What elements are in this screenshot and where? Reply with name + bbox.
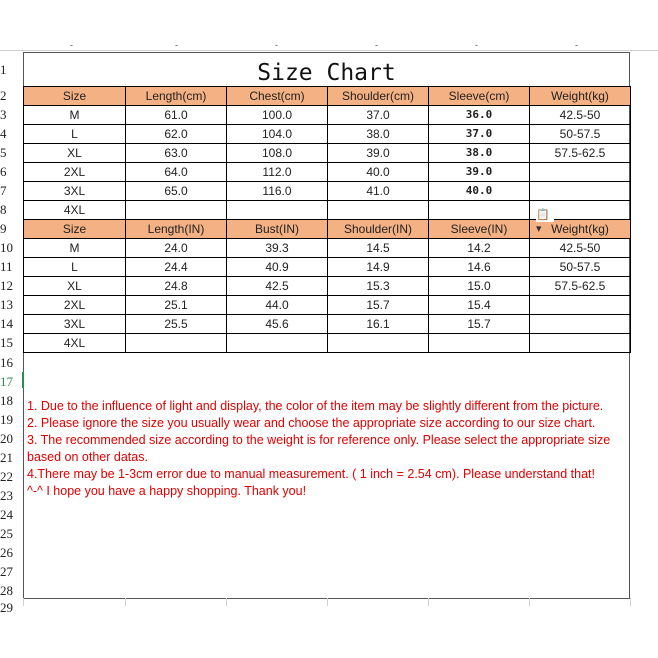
table-cell[interactable]: L <box>24 258 126 277</box>
table-cell[interactable] <box>530 334 631 353</box>
table-cell[interactable] <box>126 201 227 220</box>
row-number[interactable]: 5 <box>0 145 7 160</box>
row-number[interactable]: 20 <box>0 431 13 446</box>
table-cell[interactable]: 40.0 <box>328 163 429 182</box>
table-cell[interactable]: 45.6 <box>227 315 328 334</box>
row-number[interactable]: 14 <box>0 316 13 331</box>
table-cell[interactable]: 15.7 <box>429 315 530 334</box>
table-cell[interactable]: 14.2 <box>429 239 530 258</box>
table-row <box>24 315 631 334</box>
table-cell[interactable]: 62.0 <box>126 125 227 144</box>
table-row <box>24 125 631 144</box>
note-line: 1. Due to the influence of light and display, the color of the item may be slightly different from the picture. <box>27 399 604 413</box>
row-number[interactable]: 7 <box>0 183 7 198</box>
page-title: Size Chart <box>257 60 396 86</box>
table-cell[interactable]: M <box>24 239 126 258</box>
row-number[interactable]: 24 <box>0 507 13 522</box>
clipboard-icon[interactable]: 📋▾ <box>536 208 554 222</box>
row-number[interactable]: 16 <box>0 355 13 370</box>
row-number[interactable]: 25 <box>0 526 13 541</box>
table-cell[interactable]: 15.3 <box>328 277 429 296</box>
table-cell[interactable]: 14.6 <box>429 258 530 277</box>
row-number[interactable]: 9 <box>0 221 7 236</box>
table-cell[interactable]: 14.5 <box>328 239 429 258</box>
note-line: 4.There may be 1-3cm error due to manual measurement. ( 1 inch = 2.54 cm). Please understand that! <box>27 467 595 481</box>
table-cell[interactable] <box>328 334 429 353</box>
table-cell[interactable]: 36.0 <box>429 106 530 125</box>
row-number[interactable]: 13 <box>0 297 13 312</box>
table-cell[interactable]: 61.0 <box>126 106 227 125</box>
table-cell[interactable]: 57.5-62.5 <box>530 277 631 296</box>
table-cell[interactable]: 40.9 <box>227 258 328 277</box>
table-row <box>24 334 631 353</box>
column-header[interactable]: Bust(IN) <box>227 220 328 239</box>
column-header[interactable]: Sleeve(cm) <box>429 87 530 106</box>
row-number[interactable]: 22 <box>0 469 13 484</box>
column-header[interactable]: Sleeve(IN) <box>429 220 530 239</box>
table-header-row <box>24 87 631 106</box>
table-cell[interactable]: XL <box>24 144 126 163</box>
row-number[interactable]: 4 <box>0 126 7 141</box>
table-cell[interactable] <box>126 334 227 353</box>
table-cell[interactable]: 104.0 <box>227 125 328 144</box>
table-cell[interactable]: 63.0 <box>126 144 227 163</box>
table-cell[interactable]: M <box>24 106 126 125</box>
table-cell[interactable]: 41.0 <box>328 182 429 201</box>
table-cell[interactable]: 4XL <box>24 334 126 353</box>
table-cell[interactable]: 39.3 <box>227 239 328 258</box>
row-number[interactable]: 12 <box>0 278 13 293</box>
row-number[interactable]: 2 <box>0 88 7 103</box>
table-cell[interactable]: 57.5-62.5 <box>530 144 631 163</box>
row-number[interactable]: 18 <box>0 393 13 408</box>
column-header[interactable]: Size <box>24 220 126 239</box>
table-cell[interactable]: 15.7 <box>328 296 429 315</box>
column-header[interactable]: Chest(cm) <box>227 87 328 106</box>
table-cell[interactable]: 50-57.5 <box>530 125 631 144</box>
table-cell[interactable] <box>429 334 530 353</box>
table-cell[interactable]: 38.0 <box>328 125 429 144</box>
row-number[interactable]: 27 <box>0 564 13 579</box>
size-table-inch <box>23 219 631 353</box>
table-cell[interactable] <box>227 334 328 353</box>
note-line: 2. Please ignore the size you usually wear and choose the appropriate size according to our size chart. <box>27 416 596 430</box>
column-header[interactable]: Weight(kg) <box>530 87 631 106</box>
table-cell[interactable]: 65.0 <box>126 182 227 201</box>
column-header-strip: - - - - - - <box>0 40 658 51</box>
active-cell-cursor <box>22 372 24 388</box>
table-cell[interactable]: 108.0 <box>227 144 328 163</box>
column-header[interactable]: Shoulder(cm) <box>328 87 429 106</box>
table-cell[interactable]: 25.1 <box>126 296 227 315</box>
table-cell[interactable]: 25.5 <box>126 315 227 334</box>
table-cell[interactable] <box>227 201 328 220</box>
table-cell[interactable] <box>530 163 631 182</box>
column-header[interactable]: Size <box>24 87 126 106</box>
table-cell[interactable]: XL <box>24 277 126 296</box>
table-cell[interactable] <box>530 315 631 334</box>
size-table-cm <box>23 86 631 220</box>
table-cell[interactable]: 64.0 <box>126 163 227 182</box>
row-number[interactable]: 21 <box>0 450 13 465</box>
table-cell[interactable]: 16.1 <box>328 315 429 334</box>
table-row <box>24 296 631 315</box>
table-row <box>24 144 631 163</box>
table-cell[interactable] <box>328 201 429 220</box>
row-number[interactable]: 28 <box>0 583 13 598</box>
table-cell[interactable]: 44.0 <box>227 296 328 315</box>
table-row <box>24 239 631 258</box>
row-number[interactable]: 29 <box>0 600 13 615</box>
table-cell[interactable]: 15.0 <box>429 277 530 296</box>
table-cell[interactable]: 112.0 <box>227 163 328 182</box>
note-line: 3. The recommended size according to the weight is for reference only. Please select the appropriate size based on other datas. <box>27 433 611 464</box>
table-cell[interactable]: 3XL <box>24 182 126 201</box>
column-header[interactable]: Length(IN) <box>126 220 227 239</box>
column-header[interactable]: Length(cm) <box>126 87 227 106</box>
table-cell[interactable]: 39.0 <box>429 163 530 182</box>
table-cell[interactable]: 116.0 <box>227 182 328 201</box>
table-cell[interactable]: 24.0 <box>126 239 227 258</box>
table-row <box>24 106 631 125</box>
row-number[interactable]: 10 <box>0 240 13 255</box>
table-cell[interactable]: 42.5 <box>227 277 328 296</box>
column-header[interactable]: Shoulder(IN) <box>328 220 429 239</box>
table-cell[interactable]: 2XL <box>24 296 126 315</box>
table-cell[interactable] <box>530 182 631 201</box>
row-number[interactable]: 19 <box>0 412 13 427</box>
table-cell[interactable]: 37.0 <box>429 125 530 144</box>
row-number[interactable]: 23 <box>0 488 13 503</box>
row-number[interactable]: 3 <box>0 107 7 122</box>
table-row <box>24 182 631 201</box>
row-number[interactable]: 11 <box>0 259 13 274</box>
table-cell[interactable]: 3XL <box>24 315 126 334</box>
table-cell[interactable]: 15.4 <box>429 296 530 315</box>
table-cell[interactable]: 42.5-50 <box>530 239 631 258</box>
table-row <box>24 163 631 182</box>
table-cell[interactable]: 24.8 <box>126 277 227 296</box>
table-cell[interactable]: 37.0 <box>328 106 429 125</box>
row-number[interactable]: 15 <box>0 335 13 350</box>
table-cell[interactable]: 4XL <box>24 201 126 220</box>
table-cell[interactable]: 100.0 <box>227 106 328 125</box>
table-cell[interactable]: 39.0 <box>328 144 429 163</box>
column-header[interactable]: Weight(kg) <box>530 220 631 239</box>
notes-block <box>27 398 627 500</box>
table-cell[interactable]: 50-57.5 <box>530 258 631 277</box>
row-number[interactable]: 17 <box>0 374 13 389</box>
table-cell[interactable]: L <box>24 125 126 144</box>
row-number[interactable]: 6 <box>0 164 7 179</box>
table-row <box>24 258 631 277</box>
table-cell[interactable] <box>429 201 530 220</box>
table-cell[interactable]: 38.0 <box>429 144 530 163</box>
note-line: ^-^ I hope you have a happy shopping. Thank you! <box>27 484 307 498</box>
table-cell[interactable]: 14.9 <box>328 258 429 277</box>
table-row <box>24 277 631 296</box>
table-cell[interactable]: 24.4 <box>126 258 227 277</box>
table-cell[interactable]: 40.0 <box>429 182 530 201</box>
table-cell[interactable]: 2XL <box>24 163 126 182</box>
row-number[interactable]: 26 <box>0 545 13 560</box>
table-cell[interactable] <box>530 296 631 315</box>
row-number[interactable]: 1 <box>0 62 7 77</box>
table-cell[interactable]: 42.5-50 <box>530 106 631 125</box>
row-number[interactable]: 8 <box>0 202 7 217</box>
